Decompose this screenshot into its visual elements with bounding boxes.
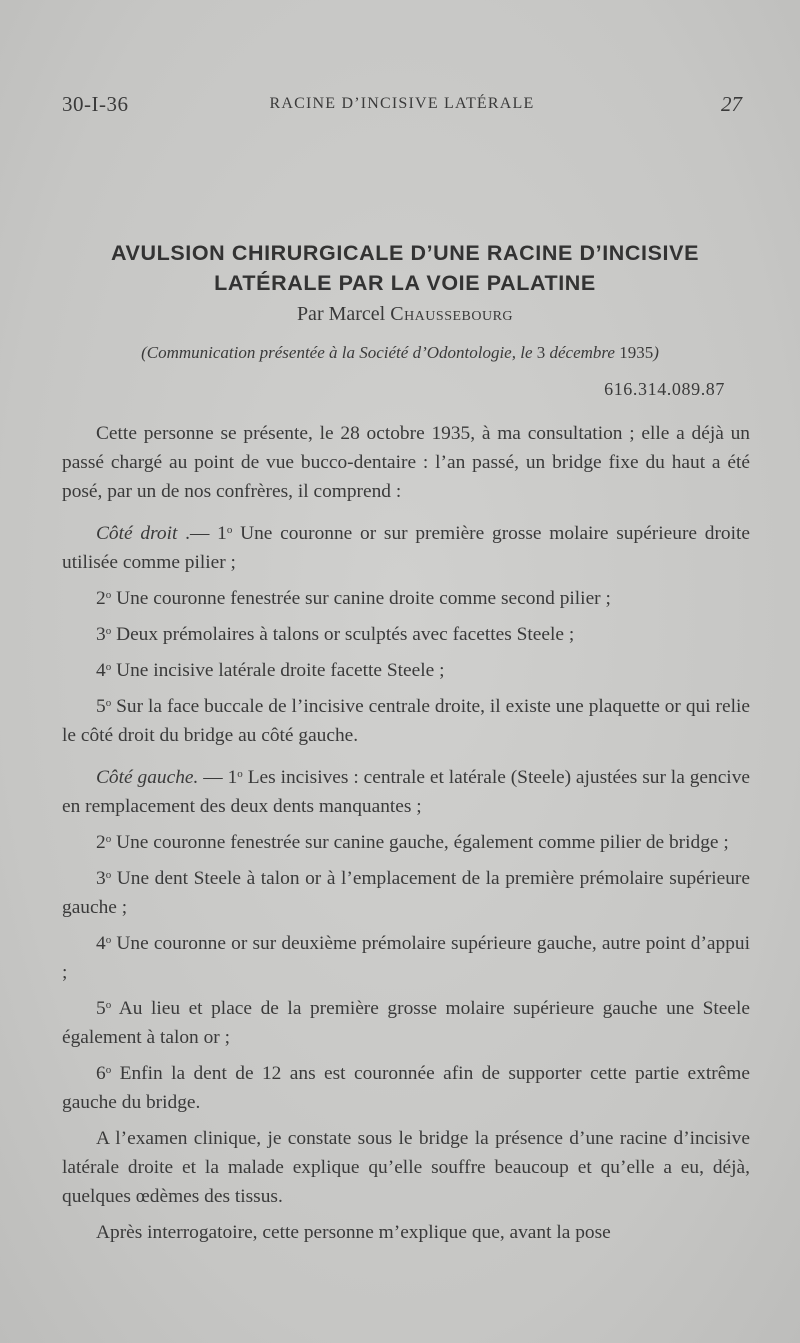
running-header <box>62 92 742 120</box>
header-date: 30-I-36 <box>62 92 129 116</box>
communication-day: 3 <box>536 343 546 362</box>
paragraph-intro: Cette personne se présente, le 28 octobre 1935, à ma consultation ; elle a déjà un passé chargé au point de vue bucco-dentaire : l’an passé, un bridge fixe du haut a été posé, par un de nos confrères, il comprend : <box>62 423 750 502</box>
item-number: 3 <box>96 624 106 645</box>
item-number: 4 <box>96 660 106 681</box>
ordinal-mark: o <box>105 661 112 673</box>
article-title <box>60 238 750 298</box>
dash: — <box>198 767 228 788</box>
item-number: 1 <box>227 767 238 788</box>
title-line-2: LATÉRALE PAR LA VOIE PALATINE <box>214 271 596 295</box>
paragraph-droit-3 <box>62 620 750 649</box>
communication-year: 1935 <box>619 343 654 362</box>
item-number: 5 <box>96 998 106 1019</box>
page-number: 27 <box>721 92 742 116</box>
paragraph-droit-2 <box>62 584 750 613</box>
paragraph-droit-4 <box>62 656 750 685</box>
ordinal-mark: o <box>105 934 112 946</box>
item-text: Une couronne or sur deuxième prémolaire supérieure gauche, autre point d’appui ; <box>62 933 750 983</box>
ordinal-mark: o <box>237 768 243 780</box>
ordinal-mark: o <box>226 524 233 536</box>
paragraph-droit-1 <box>62 519 750 577</box>
item-number: 2 <box>96 832 106 853</box>
communication-close: ) <box>653 343 659 362</box>
item-text: Les incisives : centrale et latérale (Steele) ajustées sur la gencive en remplacement des deux dents manquantes ; <box>62 767 750 817</box>
item-number: 2 <box>96 588 106 609</box>
paragraph-gauche-3 <box>62 864 750 922</box>
item-text: Une dent Steele à talon or à l’emplacement de la première prémolaire supérieure gauche ; <box>62 868 750 918</box>
paragraph-apres: Après interrogatoire, cette personne m’explique que, avant la pose <box>96 1222 611 1243</box>
communication-open: (Communication présentée à la Société d’Odontologie, le <box>141 343 537 362</box>
paragraph-droit-5 <box>62 692 750 750</box>
item-number: 6 <box>96 1063 106 1084</box>
item-text: Deux prémolaires à talons or sculptés avec facettes Steele ; <box>116 624 575 645</box>
paragraph-gauche-4 <box>62 929 750 987</box>
item-number: 1 <box>217 523 227 544</box>
item-text: Une incisive latérale droite facette Steele ; <box>116 660 445 681</box>
ordinal-mark: o <box>105 625 112 637</box>
item-text: Sur la face buccale de l’incisive centrale droite, il existe une plaquette or qui relie le côté droit du bridge au côté gauche. <box>62 696 750 746</box>
item-number: 3 <box>96 868 106 889</box>
heading-cote-gauche: Côté gauche. <box>96 767 199 788</box>
item-number: 5 <box>96 696 106 717</box>
paragraph-examen: A l’examen clinique, je constate sous le bridge la présence d’une racine d’incisive latérale droite et la malade explique qu’elle souffre beaucoup et qu’elle a eu, déjà, quelques œdèmes des tissus. <box>62 1128 750 1207</box>
article-body <box>62 419 750 1254</box>
title-line-1: AVULSION CHIRURGICALE D’UNE RACINE D’INCISIVE <box>110 241 700 265</box>
author-name: Chaussebourg <box>390 303 514 325</box>
paragraph-gauche-6 <box>62 1059 750 1117</box>
item-text: Une couronne fenestrée sur canine gauche, également comme pilier de bridge ; <box>116 832 729 853</box>
heading-cote-droit: Côté droit <box>96 523 178 544</box>
ordinal-mark: o <box>105 589 112 601</box>
ordinal-mark: o <box>105 1064 112 1076</box>
ordinal-mark: o <box>105 697 112 709</box>
item-text: Enfin la dent de 12 ans est couronnée afin de supporter cette partie extrême gauche du bridge. <box>62 1063 750 1113</box>
item-number: 4 <box>96 933 106 954</box>
classification-number: 616.314.089.87 <box>604 379 725 399</box>
author-prefix: Par Marcel <box>296 303 391 325</box>
dash: .— <box>177 523 218 544</box>
ordinal-mark: o <box>105 833 112 845</box>
header-running-title: RACINE D’INCISIVE LATÉRALE <box>269 95 535 112</box>
communication-month: décembre <box>545 343 620 362</box>
ordinal-mark: o <box>105 869 112 881</box>
author-line <box>60 303 750 326</box>
item-text: Une couronne fenestrée sur canine droite comme second pilier ; <box>116 588 611 609</box>
ordinal-mark: o <box>105 999 112 1011</box>
item-text: Une couronne or sur première grosse molaire supérieure droite utilisée comme pilier ; <box>62 523 750 573</box>
paragraph-gauche-2 <box>62 828 750 857</box>
item-text: Au lieu et place de la première grosse molaire supérieure gauche une Steele également à talon or ; <box>62 998 750 1048</box>
communication-note <box>60 343 740 363</box>
paragraph-gauche-5 <box>62 994 750 1052</box>
paragraph-gauche-1 <box>62 763 750 821</box>
